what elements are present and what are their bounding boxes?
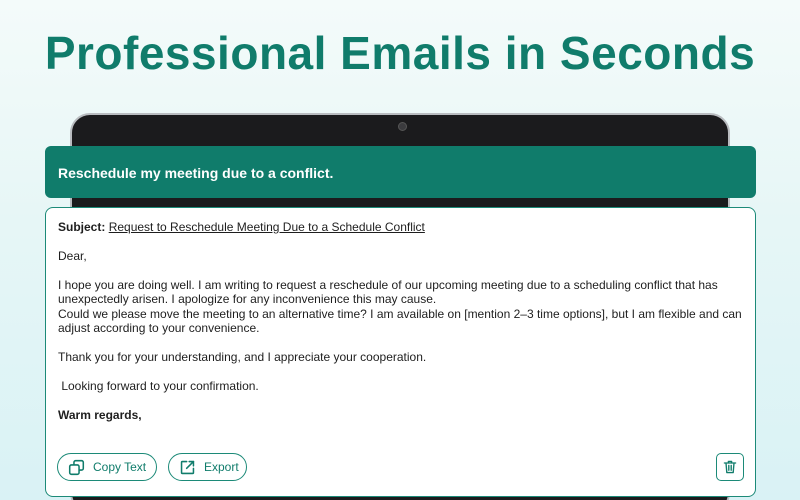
email-body bbox=[58, 220, 748, 423]
copy-icon bbox=[68, 459, 85, 476]
email-paragraph-3: Thank you for your understanding, and I appreciate your cooperation. bbox=[58, 350, 427, 364]
export-label: Export bbox=[204, 460, 239, 474]
laptop-camera bbox=[398, 122, 407, 131]
email-paragraph-4: Looking forward to your confirmation. bbox=[58, 379, 259, 393]
prompt-text: Reschedule my meeting due to a conflict. bbox=[58, 165, 334, 181]
subject-label: Subject: bbox=[58, 220, 106, 234]
subject-text: Request to Reschedule Meeting Due to a Schedule Conflict bbox=[108, 220, 425, 234]
copy-text-label: Copy Text bbox=[93, 460, 147, 474]
email-subject bbox=[58, 220, 748, 235]
email-signoff: Warm regards, bbox=[58, 408, 142, 422]
export-icon bbox=[179, 459, 196, 476]
email-card bbox=[45, 207, 756, 497]
trash-icon bbox=[722, 459, 738, 475]
prompt-bar bbox=[45, 146, 756, 198]
email-paragraph-2: Could we please move the meeting to an alternative time? I am available on [mention 2–3 time options], but I am flexible and can adjust according to your convenience. bbox=[58, 306, 742, 335]
email-paragraph-1: I hope you are doing well. I am writing to request a reschedule of our upcoming meeting due to a scheduling conflict that has unexpectedly arisen. I apologize for any inconvenience this may cause. bbox=[58, 277, 718, 306]
headline: Professional Emails in Seconds bbox=[44, 27, 756, 79]
export-button[interactable] bbox=[168, 453, 247, 481]
copy-text-button[interactable] bbox=[57, 453, 157, 481]
delete-button[interactable] bbox=[716, 453, 744, 481]
email-greeting: Dear, bbox=[58, 248, 87, 263]
